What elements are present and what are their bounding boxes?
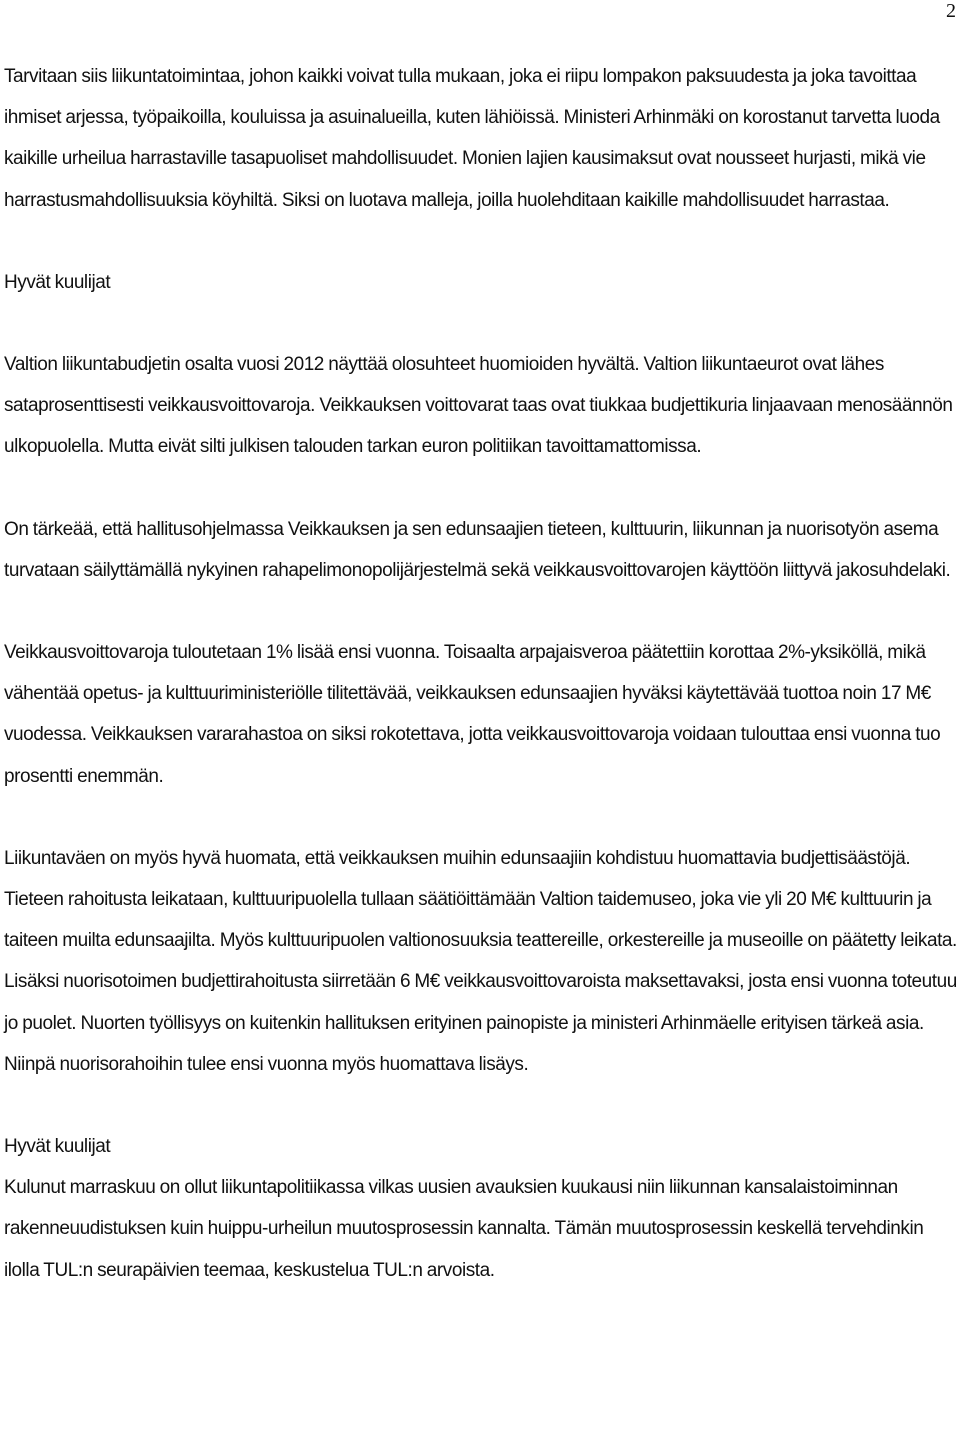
paragraph-state-budget: Valtion liikuntabudjetin osalta vuosi 2012 näyttää olosuhteet huomioiden hyvältä. Valtion liikuntaeurot ovat lähes sataprosenttisesti veikkausvoittovaroja. Veikkauksen voittovarat taas ovat tiukkaa budjettikuria linjaavaan menosäännön ulkopuolella. Mutta eivät silti julkisen talouden tarkan euron politiikan tavoittamattomissa. [4, 354, 953, 458]
paragraph-spacer [4, 591, 958, 632]
document-body [4, 56, 958, 1291]
paragraph-activity-for-all: Tarvitaan siis liikuntatoimintaa, johon kaikki voivat tulla mukaan, joka ei riipu lompakon paksuudesta ja joka tavoittaa ihmiset arjessa, työpaikoilla, kouluissa ja asuinalueilla, kuten lähiöissä. Ministeri Arhinmäki on korostanut tarvetta luoda kaikille urheilua harrastaville tasapuoliset mahdollisuudet. Monien lajien kausimaksut ovat nousseet hurjasti, mikä vie harrastusmahdollisuuksia köyhiltä. Siksi on luotava malleja, joilla huolehditaan kaikille mahdollisuudet harrastaa. [4, 66, 940, 211]
paragraph-spacer [4, 1085, 958, 1126]
paragraph-spacer [4, 221, 958, 262]
salutation-1: Hyvät kuulijat [4, 271, 111, 293]
page-number: 2 [946, 0, 956, 22]
paragraph-spacer [4, 797, 958, 838]
paragraph-november-policy: Kulunut marraskuu on ollut liikuntapolitiikassa vilkas uusien avauksien kuukausi niin liikunnan kansalaistoiminnan rakenneuudistuksen kuin huippu-urheilun muutosprosessin kannalta. Tämän muutosprosessin keskellä tervehdinkin ilolla TUL:n seurapäivien teemaa, keskustelua TUL:n arvoista. [4, 1177, 924, 1281]
salutation-2: Hyvät kuulijat [4, 1136, 111, 1158]
paragraph-spacer [4, 303, 958, 344]
paragraph-spacer [4, 468, 958, 509]
paragraph-government-programme: On tärkeää, että hallitusohjelmassa Veikkauksen ja sen edunsaajien tieteen, kulttuurin, liikunnan ja nuorisotyön asema turvataan säilyttämällä nykyinen rahapelimonopolijärjestelmä sekä veikkausvoittovarojen käyttöön liittyvä jakosuhdelaki. [4, 518, 951, 581]
paragraph-budget-cuts: Liikuntaväen on myös hyvä huomata, että veikkauksen muihin edunsaajiin kohdistuu huomattavia budjettisäästöjä. Tieteen rahoitusta leikataan, kulttuuripuolella tullaan säätiöittämään Valtion taidemuseo, joka vie yli 20 M€ kulttuurin ja taiteen muilta edunsaajilta. Myös kulttuuripuolen valtionosuuksia teattereille, orkestereille ja museoille on päätetty leikata. Lisäksi nuorisotoimen budjettirahoitusta siirretään 6 M€ veikkausvoittovaroista maksettavaksi, josta ensi vuonna toteutuu jo puolet. Nuorten työllisyys on kuitenkin hallituksen erityinen painopiste ja ministeri Arhinmäelle erityisen tärkeä asia. Niinpä nuorisorahoihin tulee ensi vuonna myös huomattava lisäys. [4, 847, 957, 1075]
paragraph-lottery-funds: Veikkausvoittovaroja tuloutetaan 1% lisää ensi vuonna. Toisaalta arpajaisveroa päätettiin korottaa 2%-yksiköllä, mikä vähentää opetus- ja kulttuuriministeriölle tilitettävää, veikkauksen edunsaajien hyväksi käytettävää tuottoa noin 17 M€ vuodessa. Veikkauksen vararahastoa on siksi rokotettava, jotta veikkausvoittovaroja voidaan tulouttaa ensi vuonna tuo prosentti enemmän. [4, 642, 941, 787]
